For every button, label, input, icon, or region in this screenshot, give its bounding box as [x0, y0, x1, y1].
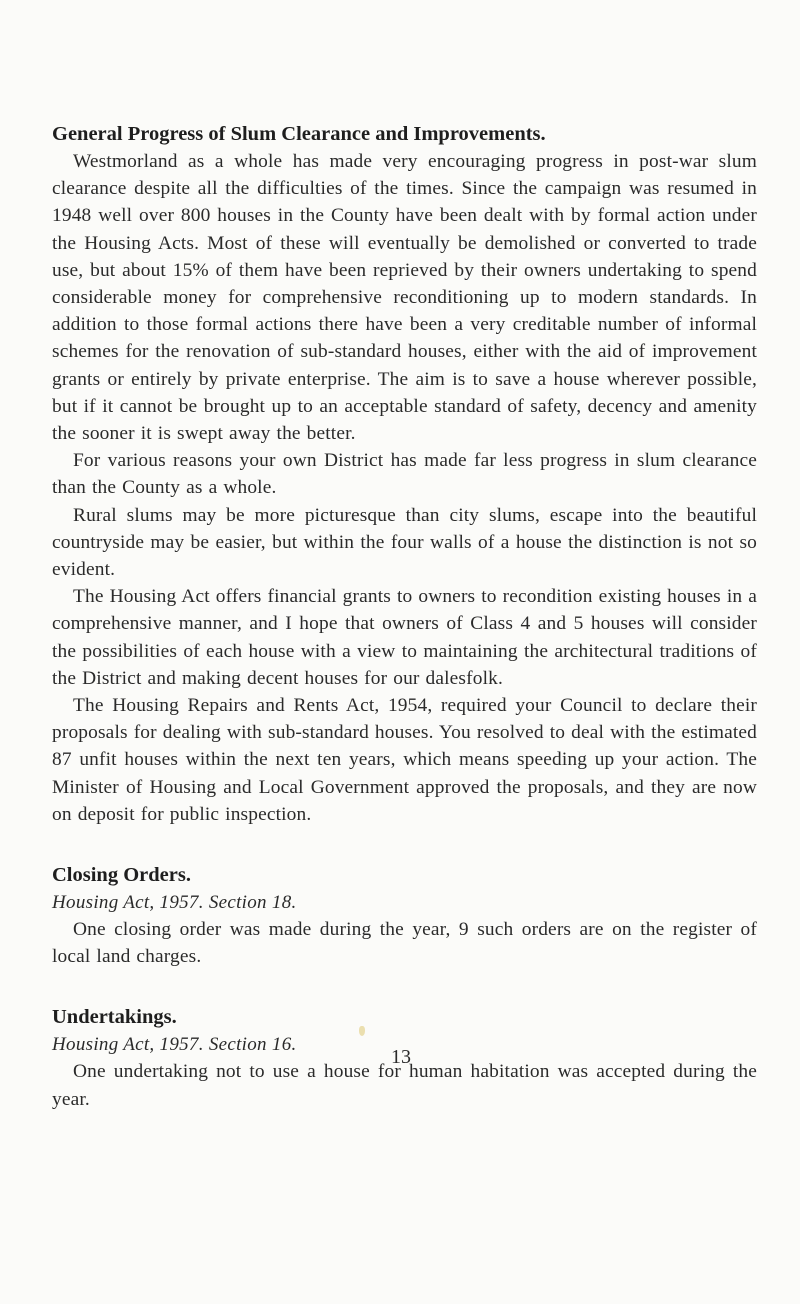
paragraph: Westmorland as a whole has made very encouraging progress in post-war slum clearance despite all the difficulties of the times. Since the campaign was resumed in 1948 well over 800 houses in the County have been dealt with by formal action under the Housing Acts. Most of these will eventually be demolished or converted to trade use, but about 15% of them have been reprieved by their owners undertaking to spend considerable money for comprehensive reconditioning up to modern standards. In addition to those formal actions there have been a very creditable number of informal schemes for the renovation of sub-standard houses, either with the aid of improvement grants or entirely by private enterprise. The aim is to save a house wherever possible, but if it cannot be brought up to an acceptable standard of safety, decency and amenity the sooner it is swept away the better. — [52, 151, 757, 445]
paragraph: One undertaking not to use a house for human habitation was accepted during the year. — [52, 1061, 757, 1110]
legal-citation: Housing Act, 1957. Section 16. — [52, 1034, 297, 1056]
paragraph: The Housing Act offers financial grants to owners to recondition existing houses in a comprehensive manner, and I hope that owners of Class 4 and 5 houses will consider the possibilities of each house with a view to maintaining the architectural traditions of the District and making decent houses for our dalesfolk. — [52, 586, 757, 689]
section-spacer — [52, 970, 757, 1003]
paper-smudge — [359, 1026, 365, 1036]
section-heading-general-progress: General Progress of Slum Clearance and Improvements. — [52, 123, 546, 145]
paragraph: Rural slums may be more picturesque than city slums, escape into the beautiful countryside may be easier, but within the four walls of a house the distinction is not so evident. — [52, 504, 757, 581]
section-heading-undertakings: Undertakings. — [52, 1006, 177, 1029]
document-page — [52, 120, 757, 1113]
section-spacer — [52, 828, 757, 861]
legal-citation: Housing Act, 1957. Section 18. — [52, 892, 297, 914]
page-number: 13 — [391, 1046, 411, 1068]
paragraph: One closing order was made during the year, 9 such orders are on the register of local land charges. — [52, 919, 757, 968]
paragraph: For various reasons your own District has made far less progress in slum clearance than the County as a whole. — [52, 450, 757, 499]
section-heading-closing-orders: Closing Orders. — [52, 864, 191, 887]
paragraph: The Housing Repairs and Rents Act, 1954, required your Council to declare their proposals for dealing with sub-standard houses. You resolved to deal with the estimated 87 unfit houses within the next ten years, which means speeding up your action. The Minister of Housing and Local Government approved the proposals, and they are now on deposit for public inspection. — [52, 695, 757, 825]
